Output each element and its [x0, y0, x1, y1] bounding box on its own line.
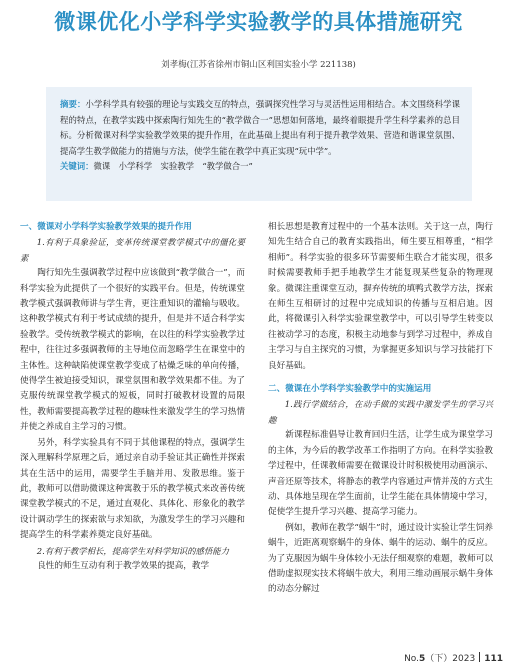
page-number: 111 — [484, 654, 503, 664]
abstract-body: 小学科学具有较强的理论与实践交互的特点，强调探究性学习与灵活性运用相结合。本文围绕科学课程的特点，在教学实践中探索陶行知先生的“教学做合一”思想如何落地，最终着眼提升学生科学素养的总目标。分析微课对科学实验教学效果的提升作用，在此基础上提出有利于提升教学效果、营造和谐课堂氛围、提高学生教学做能力的措施与方法，使学生能在教学中真正实现“玩中学”。 — [60, 99, 461, 156]
keywords — [60, 159, 460, 175]
paragraph: 相长思想是教育过程中的一个基本法则。关于这一点，陶行知先生结合自己的教育实践指出，师生要互相尊重，“相学相师”。科学实验的很多环节需要师生联合才能实现，很多时候需要教师手把手地教学生才能复现某些复杂的物理现象。微课注重课堂互动，摒弃传统的填鸭式教学方法，探索在师生互相研讨的过程中完成知识的传播与互相启迪。因此，将微课引入科学实验课堂教学中，可以引导学生转变以往被动学习的态度，积极主动地参与到学习过程中，养成自主学习与自主探究的习惯，为掌握更多知识与学习技能打下良好基础。 — [268, 222, 493, 371]
section-heading-2: 二、微课在小学科学实验教学中的实施运用 — [268, 384, 432, 395]
subheading-1-2: 2.有利于教学相长，提高学生对科学知识的感悟能力 — [36, 545, 230, 556]
subheading-2-1: 1.践行学做结合，在动手做的实践中激发学生的学习兴趣 — [268, 399, 493, 425]
paragraph: 陶行知先生强调教学过程中应该做到“教学做合一”，而科学实验为此提供了一个很好的实践平台。但是，传统课堂教学模式强调教师讲与学生背，更注重知识的灌输与吸收。这种教学模式有利于考试成绩的提升，但是并不适合科学实验教学。受传统教学模式的影响，在以往的科学实验教学过程中，往往过多强调教师的主导地位而忽略学生在课堂中的主体性。这种缺陷使课堂教学变成了枯燥乏味的单向传播，使得学生被迫接受知识，课堂氛围和教学效果都不佳。为了克服传统课堂教学模式的短板，同时打破教材设置的局限性，教师需要提高教学过程的趣味性来激发学生的学习热情并使之养成自主学习的习惯。 — [20, 268, 245, 433]
subheading-1-1: 1.有利于具象验证，变革传统课堂教学模式中的僵化要素 — [20, 237, 245, 263]
article-title: 微课优化小学科学实验教学的具体措施研究 — [54, 10, 463, 34]
issue-number: 5 — [419, 654, 426, 664]
right-column — [268, 220, 493, 598]
issue-suffix: （下）2023 — [425, 654, 476, 664]
abstract-label: 摘要： — [60, 99, 86, 109]
abstract-box — [46, 87, 472, 201]
page-footer — [404, 651, 503, 664]
keywords-text: 微课 小学科学 实验教学 “教学做合一” — [93, 161, 253, 172]
keywords-label: 关键词： — [60, 161, 94, 172]
paragraph: 例如，教师在教学“蜗牛”时，通过设计实验让学生饲养蜗牛，近距离观察蜗牛的身体、蜗牛的运动、蜗牛的反应。为了克服因为蜗牛身体较小无法仔细观察的难题，教师可以借助虚拟现实技术将蜗牛放大，利用三维动画展示蜗牛身体的动态分解过 — [268, 522, 493, 595]
paragraph: 良性的师生互动有利于教学效果的提高，教学 — [37, 560, 210, 571]
paragraph: 新课程标准倡导让教育回归生活，让学生成为课堂学习的主体，为今后的教学改革工作指明了方向。在科学实验教学过程中，任课教师需要在微课设计时积极使用动画演示、声音还原等技术，将静态的教学内容通过声情并茂的方式生动、具体地呈现在学生面前，让学生能在具体情境中学习，促使学生提升学习兴趣、提高学习能力。 — [268, 430, 493, 518]
divider — [479, 652, 480, 662]
abstract-text — [60, 97, 460, 159]
issue-prefix: No. — [404, 654, 420, 664]
paragraph: 另外，科学实验具有不同于其他课程的特点，强调学生深入理解科学原理之后，通过亲自动手验证其正确性并探索其在生活中的运用，需要学生手脑并用、发散思维。鉴于此，教师可以借助微课这种寓教于乐的教学模式来改善传统课堂教学模式的不足，通过直观化、具体化、形象化的教学设计调动学生的探索欲与求知欲，为激发学生的学习兴趣和提高学生的科学素养奠定良好基础。 — [20, 437, 245, 541]
left-column — [20, 220, 245, 574]
author-line: 刘孝梅(江苏省徐州市铜山区利国实验小学 221138) — [161, 60, 356, 70]
section-heading-1: 一、微课对小学科学实验教学效果的提升作用 — [20, 222, 192, 232]
